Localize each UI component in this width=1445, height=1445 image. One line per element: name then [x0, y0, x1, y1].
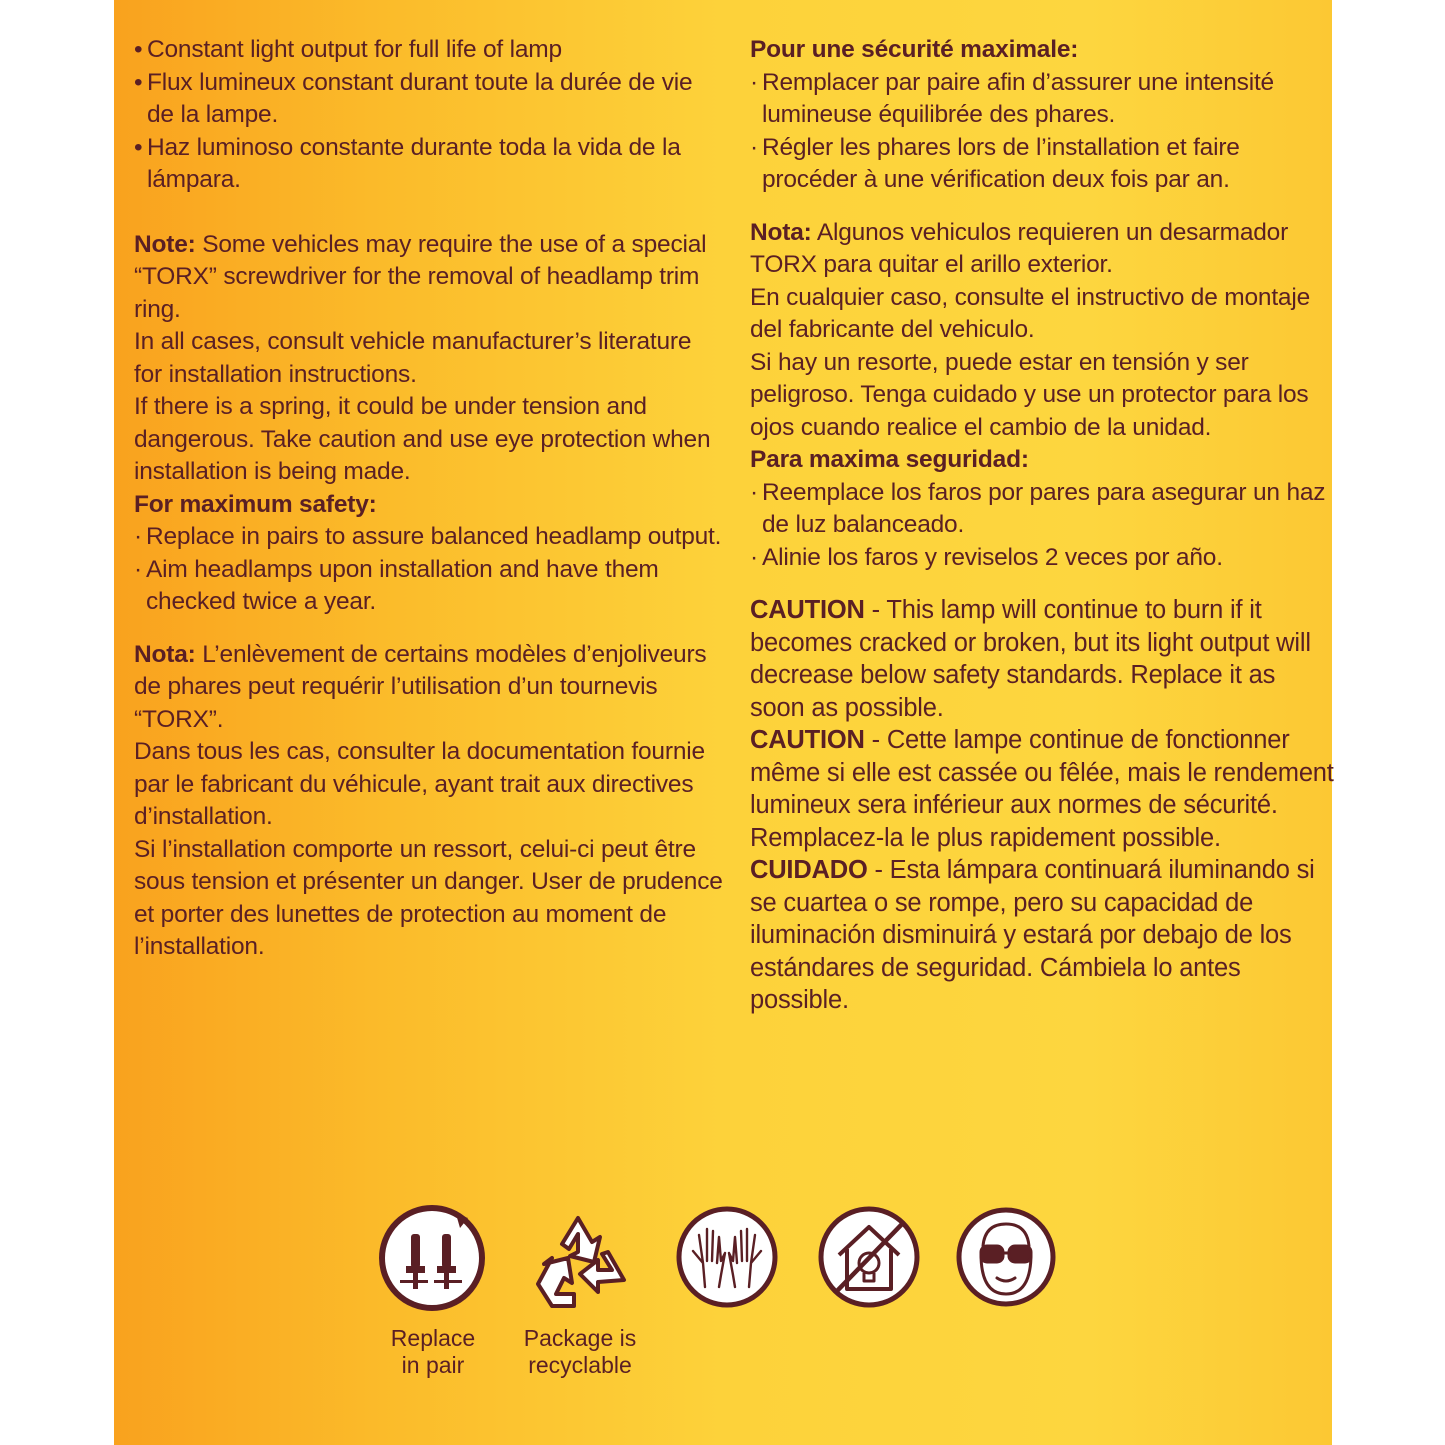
- gloves-icon: [675, 1205, 779, 1309]
- note-en-paragraph-3: If there is a spring, it could be under tension and dangerous. Take caution and use eye protection when installation is being made.: [134, 393, 711, 485]
- note-fr-text: L’enlèvement de certains modèles d’enjoliveurs de phares peut requérir l’utilisation d’un tournevis “TORX”.: [134, 640, 707, 733]
- note-es-paragraph-3: Si hay un resorte, puede estar en tensión y ser peligroso. Tenga cuidado y use un protector para los ojos cuando realice el cambio de la unidad.: [750, 348, 1309, 441]
- note-en-label: Note:: [134, 230, 196, 258]
- note-en-paragraph-2: In all cases, consult vehicle manufacturer’s literature for installation instructions.: [134, 328, 692, 388]
- safety-en-item: · Aim headlamps upon installation and have them checked twice a year.: [134, 554, 724, 619]
- caption-line: recyclable: [528, 1352, 632, 1378]
- left-column: [134, 34, 724, 964]
- caution-es-label: CUIDADO: [750, 856, 868, 884]
- right-column: [750, 34, 1335, 1017]
- safety-fr-item: · Remplacer par paire afin d’assurer une intensité lumineuse équilibrée des phares.: [750, 67, 1335, 132]
- caption-line: Package is: [523, 1325, 637, 1351]
- feature-bullet-en: • Constant light output for full life of lamp: [134, 34, 724, 67]
- note-fr: [134, 639, 724, 737]
- caution-en-text: - This lamp will continue to burn if it becomes cracked or broken, but its light output will decrease below safety standards. Replace it as soon as possible.: [750, 596, 1311, 722]
- note-en: [134, 229, 724, 327]
- no-household-use-icon: [817, 1205, 921, 1309]
- safety-es-title: Para maxima seguridad:: [750, 446, 1029, 473]
- caution-fr: [750, 724, 1335, 854]
- caution-fr-label: CAUTION: [750, 726, 865, 754]
- recycle-icon: [522, 1204, 638, 1320]
- replace-in-pair-caption: [353, 1325, 513, 1379]
- safety-en-item: · Replace in pairs to assure balanced headlamp output.: [134, 521, 724, 554]
- feature-bullet-fr: • Flux lumineux constant durant toute la durée de vie de la lampe.: [134, 67, 724, 132]
- caption-line: Replace: [390, 1325, 476, 1351]
- note-fr-paragraph-3: Si l’installation comporte un ressort, celui-ci peut être sous tension et présenter un danger. User de prudence et porter des lunettes de protection au moment de l’installation.: [134, 835, 723, 960]
- safety-es-item: · Reemplace los faros por pares para asegurar un haz de luz balanceado.: [750, 477, 1335, 542]
- safety-en-title: For maximum safety:: [134, 490, 377, 518]
- note-es-text: Algunos vehiculos requieren un desarmador TORX para quitar el arillo exterior.: [750, 218, 1289, 278]
- replace-in-pair-icon: [378, 1204, 486, 1312]
- safety-fr-title: Pour une sécurité maximale:: [750, 36, 1079, 63]
- note-es: [750, 217, 1335, 282]
- note-es-label: Nota:: [750, 218, 812, 246]
- caption-line: in pair: [401, 1352, 465, 1378]
- feature-bullet-es: • Haz luminoso constante durante toda la vida de la lámpara.: [134, 132, 724, 197]
- safety-goggles-icon: [955, 1206, 1057, 1308]
- note-fr-paragraph-2: Dans tous les cas, consulter la documentation fournie par le fabricant du véhicule, ayant trait aux directives d’installation.: [134, 738, 705, 830]
- note-en-text: Some vehicles may require the use of a special “TORX” screwdriver for the removal of headlamp trim ring.: [134, 230, 707, 323]
- note-es-paragraph-2: En cualquier caso, consulte el instructivo de montaje del fabricante del vehiculo.: [750, 283, 1311, 343]
- caution-fr-text: - Cette lampe continue de fonctionner même si elle est cassée ou fêlée, mais le rendement lumineux sera inférieur aux normes de sécurité. Remplacez-la le plus rapidement possible.: [750, 726, 1334, 852]
- caution-en-label: CAUTION: [750, 596, 865, 624]
- note-fr-label: Nota:: [134, 640, 196, 668]
- caution-es-text: - Esta lámpara continuará iluminando si se cuartea o se rompe, pero su capacidad de iluminación disminuirá y estará por debajo de los estándares de seguridad. Cámbiela lo antes possible.: [750, 856, 1315, 1014]
- caution-es: [750, 854, 1335, 1017]
- recyclable-caption: [500, 1325, 660, 1379]
- caution-en: [750, 594, 1335, 724]
- safety-es-item: · Alinie los faros y reviselos 2 veces por año.: [750, 542, 1335, 575]
- safety-fr-item: · Régler les phares lors de l’installation et faire procéder à une vérification deux fois par an.: [750, 132, 1335, 197]
